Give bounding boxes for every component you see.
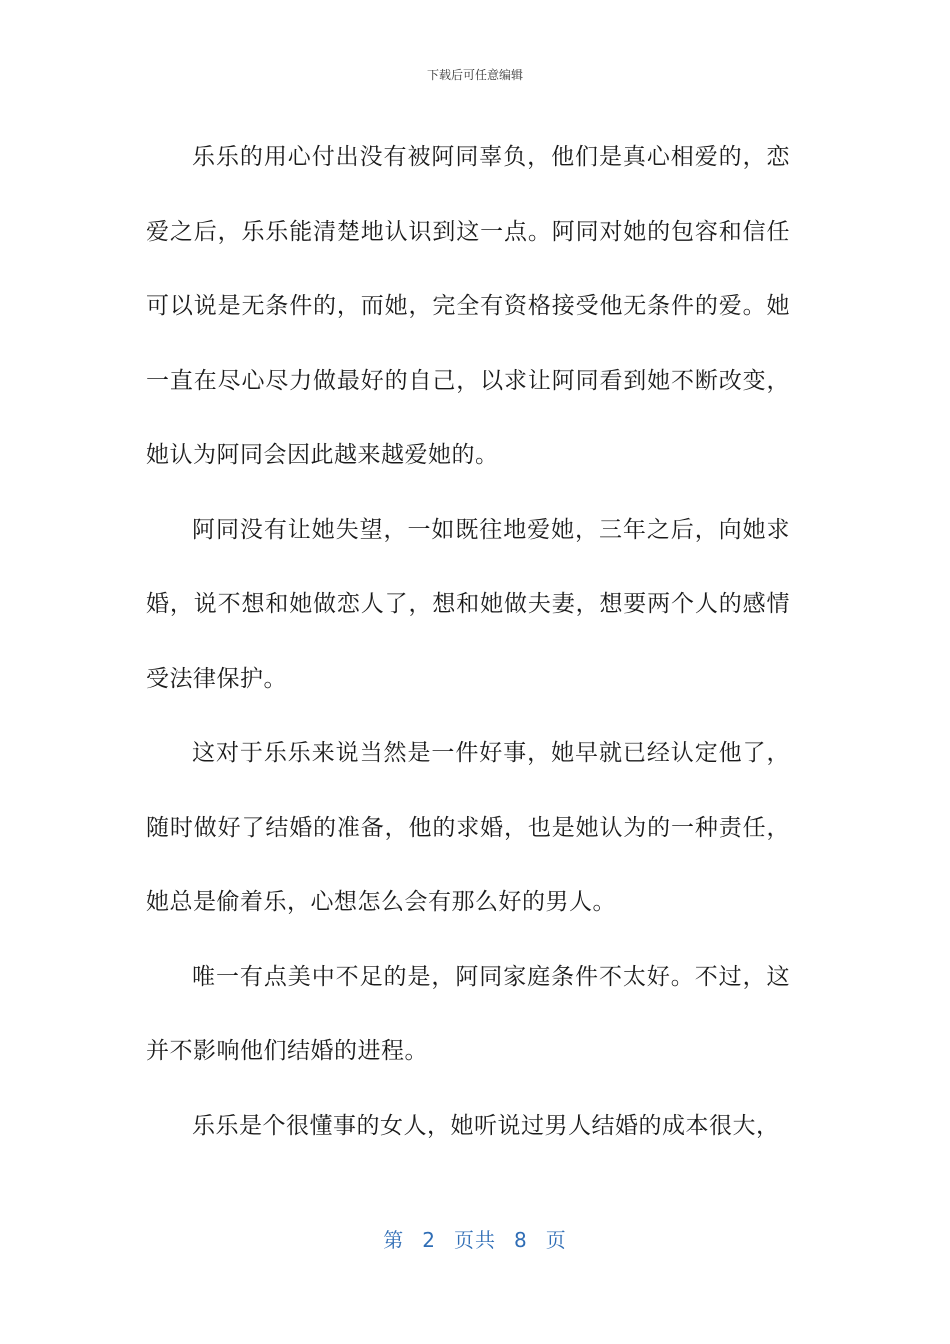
page-footer (0, 1224, 950, 1253)
footer-current-page: 2 (422, 1228, 436, 1252)
footer-prefix: 第 (383, 1228, 405, 1252)
paragraph-4: 唯一有点美中不足的是，阿同家庭条件不太好。不过，这并不影响他们结婚的进程。 (146, 963, 790, 1064)
document-body (146, 120, 790, 1163)
footer-total-pages: 8 (514, 1228, 528, 1252)
paragraph-2: 阿同没有让她失望，一如既往地爱她，三年之后，向她求婚，说不想和她做恋人了，想和她做夫妻，想要两个人的感情受法律保护。 (146, 516, 790, 692)
footer-middle: 页共 (454, 1228, 496, 1252)
page-header: 下载后可任意编辑 (426, 68, 523, 82)
paragraph-3: 这对于乐乐来说当然是一件好事，她早就已经认定他了，随时做好了结婚的准备，他的求婚，也是她认为的一种责任，她总是偷着乐，心想怎么会有那么好的男人。 (146, 740, 790, 915)
paragraph-5: 乐乐是个很懂事的女人，她听说过男人结婚的成本很大， (192, 1112, 780, 1139)
paragraph-1: 乐乐的用心付出没有被阿同辜负，他们是真心相爱的，恋爱之后，乐乐能清楚地认识到这一点。阿同对她的包容和信任可以说是无条件的，而她，完全有资格接受他无条件的爱。她一直在尽心尽力做最好的自己，以求让阿同看到她不断改变，她认为阿同会因此越来越爱她的。 (146, 144, 790, 468)
footer-suffix: 页 (545, 1228, 567, 1252)
